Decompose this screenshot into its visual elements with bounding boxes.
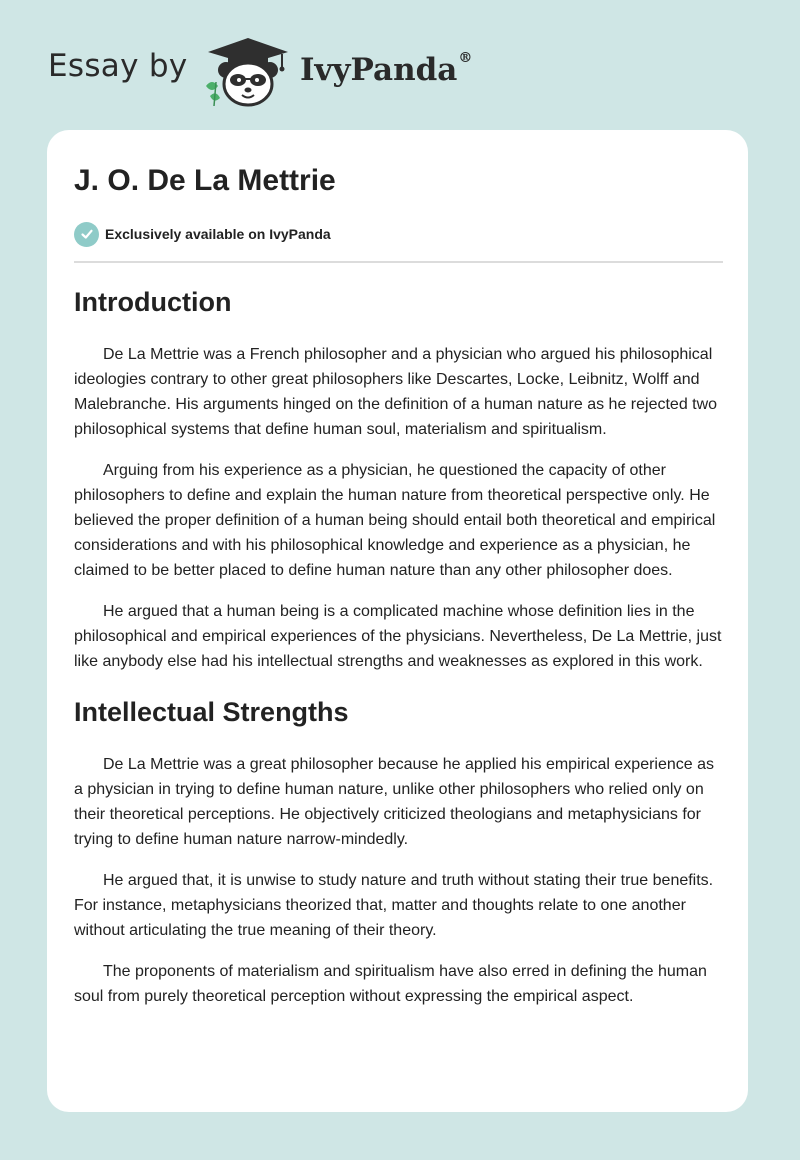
ivy-leaf-icon bbox=[206, 82, 220, 106]
exclusive-badge bbox=[74, 221, 331, 247]
paragraph: He argued that a human being is a complicated machine whose definition lies in the philosophical and empirical experiences of the physicians. Nevertheless, De La Mettrie, just like anybody else had his intellectual strengths and weaknesses as explored in this work. bbox=[74, 603, 722, 670]
paragraph: De La Mettrie was a French philosopher and a physician who argued his philosophical ideologies contrary to other great philosophers like Descartes, Locke, Leibnitz, Wolff and Malebranche. His arguments hinged on the definition of a human nature as he rejected two philosophical systems that define human soul, materialism and spiritualism. bbox=[74, 346, 718, 438]
exclusive-badge-label: Exclusively available on IvyPanda bbox=[105, 226, 331, 242]
registered-mark: ® bbox=[458, 50, 473, 66]
panda-graduate-logo-icon[interactable] bbox=[202, 34, 294, 110]
page-title: J. O. De La Mettrie bbox=[74, 164, 336, 197]
site-header bbox=[0, 0, 800, 130]
paragraph: Arguing from his experience as a physician, he questioned the capacity of other philosophers to define and explain the human nature from theoretical perspective only. He believed the proper definition of a human being should entail both theoretical and empirical considerations and with his philosophical knowledge and experience as a physician, he claimed to be better placed to define human nature than any other philosopher does. bbox=[74, 462, 716, 579]
paragraph: The proponents of materialism and spiritualism have also erred in defining the human soul from purely theoretical perception without expressing the empirical aspect. bbox=[74, 963, 707, 1005]
brand-name[interactable] bbox=[300, 52, 472, 88]
essay-by-label: Essay by bbox=[48, 48, 188, 84]
section-heading: Intellectual Strengths bbox=[74, 697, 349, 727]
check-icon bbox=[74, 222, 99, 247]
divider bbox=[74, 261, 723, 263]
brand-label: IvyPanda bbox=[300, 52, 458, 88]
essay-card bbox=[47, 130, 748, 1112]
section-heading: Introduction bbox=[74, 287, 232, 317]
paragraph: He argued that, it is unwise to study nature and truth without stating their true benefits. For instance, metaphysicians theorized that, matter and thoughts relate to one another without articulating the true meaning of their theory. bbox=[74, 872, 714, 939]
paragraph: De La Mettrie was a great philosopher because he applied his empirical experience as a physician in trying to define human nature, unlike other philosophers who relied only on their theoretical perceptions. He objectively criticized theologians and metaphysicians for trying to define human nature narrow-mindedly. bbox=[74, 756, 715, 848]
essay-content bbox=[74, 280, 724, 1025]
